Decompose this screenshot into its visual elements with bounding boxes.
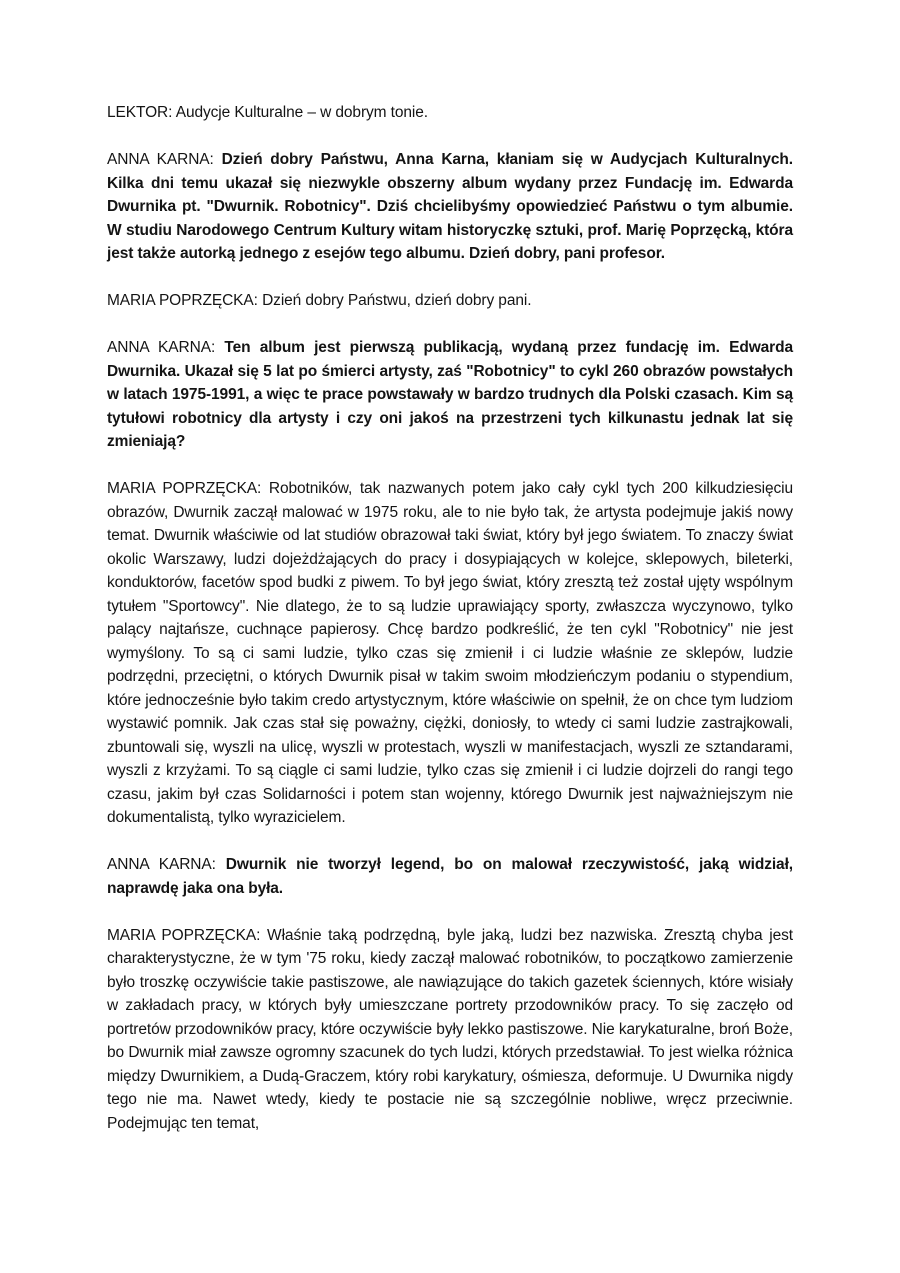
speaker-label: MARIA POPRZĘCKA: [107, 292, 258, 309]
transcript-paragraph [107, 477, 793, 830]
speaker-label: LEKTOR: [107, 104, 173, 121]
speaker-separator [214, 151, 222, 168]
speech-text: Audycje Kulturalne – w dobrym tonie. [175, 104, 428, 121]
speech-text: Ten album jest pierwszą publikacją, wydaną przez fundację im. Edwarda Dwurnika. Ukazał się 5 lat po śmierci artysty, zaś "Robotnicy" to cykl 260 obrazów powstałych w latach 1975-1991, a więc te prace powstawały w bardzo trudnych dla Polski czasach. Kim są tytułowi robotnicy dla artysty i czy oni jakoś na przestrzeni tych kilkunastu jednak lat się zmieniają? [107, 339, 793, 450]
speech-text: Właśnie taką podrzędną, byle jaką, ludzi bez nazwiska. Zresztą chyba jest charakterystyczne, że w tym '75 roku, kiedy zaczął malować robotników, to początkowo zamierzenie było troszkę oczywiście takie pastiszowe, ale nawiązujące do takich gazetek ściennych, które wisiały w zakładach pracy, w których były umieszczane portrety przodowników pracy. To się zaczęło od portretów przodowników pracy, które oczywiście były lekko pastiszowe. Nie karykaturalne, broń Boże, bo Dwurnik miał zawsze ogromny szacunek do tych ludzi, których przedstawiał. To jest wielka różnica między Dwurnikiem, a Dudą-Graczem, który robi karykatury, ośmiesza, deformuje. U Dwurnika nigdy tego nie ma. Nawet wtedy, kiedy te postacie nie są szczególnie nobliwe, wręcz przeciwnie. Podejmując ten temat, [107, 926, 793, 1132]
speech-text: Dzień dobry Państwu, dzień dobry pani. [262, 292, 532, 309]
transcript [107, 101, 793, 1135]
speech-text: Dzień dobry Państwu, Anna Karna, kłaniam się w Audycjach Kulturalnych. Kilka dni temu ukazał się niezwykle obszerny album wydany przez Fundację im. Edwarda Dwurnika pt. "Dwurnik. Robotnicy". Dziś chcielibyśmy opowiedzieć Państwu o tym albumie. W studiu Narodowego Centrum Kultury witam historyczkę sztuki, prof. Marię Poprzęcką, która jest także autorką jednego z esejów tego albumu. Dzień dobry, pani profesor. [107, 151, 793, 262]
speaker-label: ANNA KARNA: [107, 339, 216, 356]
speaker-label: ANNA KARNA: [107, 856, 216, 873]
speaker-label: ANNA KARNA: [107, 151, 214, 168]
speaker-separator [261, 480, 269, 497]
speaker-separator [216, 856, 226, 873]
speech-text: Dwurnik nie tworzył legend, bo on malował rzeczywistość, jaką widział, naprawdę jaka ona była. [107, 856, 793, 897]
speaker-label: MARIA POPRZĘCKA: [107, 480, 262, 497]
transcript-paragraph [107, 148, 793, 266]
transcript-paragraph [107, 924, 793, 1136]
transcript-paragraph [107, 289, 793, 313]
transcript-paragraph [107, 853, 793, 900]
transcript-paragraph [107, 336, 793, 454]
speech-text: Robotników, tak nazwanych potem jako cały cykl tych 200 kilkudziesięciu obrazów, Dwurnik zaczął malować w 1975 roku, ale to nie było tak, że artysta podejmuje jakiś nowy temat. Dwurnik właściwie od lat studiów obrazował taki świat, który był jego światem. To znaczy świat okolic Warszawy, ludzi dojeżdżających do pracy i dosypiających w kolejce, sklepowych, bileterki, konduktorów, facetów spod budki z piwem. To był jego świat, który zresztą też został ujęty wspólnym tytułem "Sportowcy". Nie dlatego, że to są ludzie uprawiający sporty, zwłaszcza wyczynowo, tylko palący najtańsze, cuchnące papierosy. Chcę bardzo podkreślić, że ten cykl "Robotnicy" nie jest wymyślony. To są ci sami ludzie, tylko czas się zmienił i ci ludzie właśnie ze sklepów, ludzie podrzędni, przeciętni, o których Dwurnik pisał w takim swoim młodzieńczym podaniu o stypendium, które jednocześnie było takim credo artystycznym, które właściwie on spełnił, że on chce tym ludziom wystawić pomnik. Jak czas stał się poważny, ciężki, doniosły, to wtedy ci sami ludzie zastrajkowali, zbuntowali się, wyszli na ulicę, wyszli w protestach, wyszli w manifestacjach, wyszli ze sztandarami, wyszli z krzyżami. To są ciągle ci sami ludzie, tylko czas się zmienił i ci ludzie dojrzeli do rangi tego czasu, jakim był czas Solidarności i potem stan wojenny, którego Dwurnik jest najważniejszym nie dokumentalistą, tylko wyrazicielem. [107, 480, 793, 826]
transcript-paragraph [107, 101, 793, 125]
speaker-separator [215, 339, 224, 356]
speaker-label: MARIA POPRZĘCKA: [107, 926, 261, 944]
